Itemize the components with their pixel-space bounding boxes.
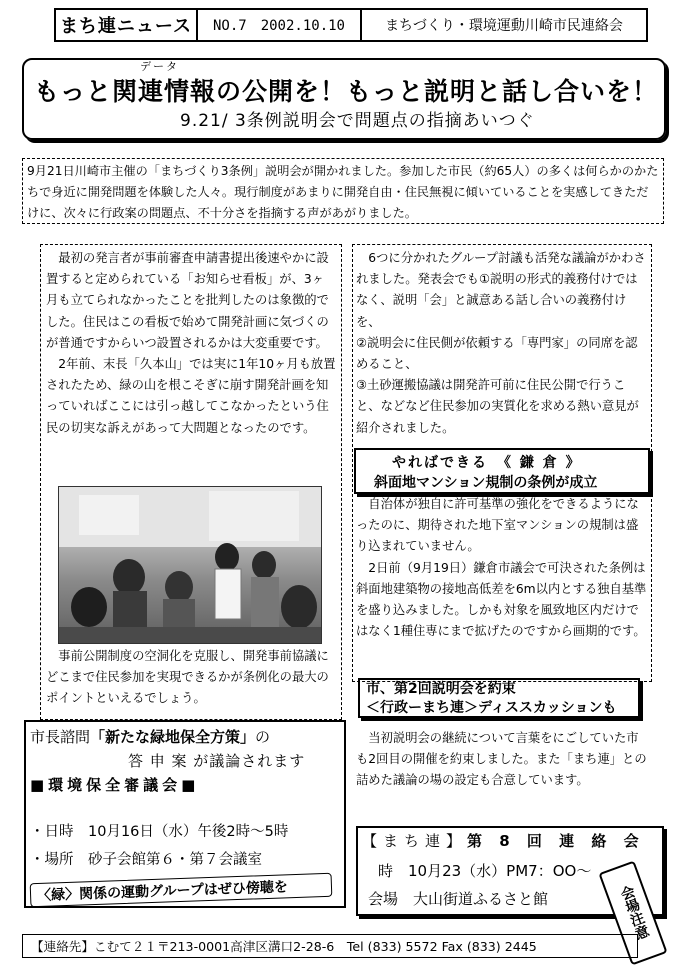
paragraph: 2日前（9月19日）鎌倉市議会で可決された条例は斜面地建築物の接地高低差を6m以内とする独自基準を盛り込みました。しかも対象を風致地区内だけではなく1種住専にまで拡げたのですから画期的です。 — [356, 560, 647, 639]
newsletter-name: まち連ニュース — [59, 16, 193, 37]
notice-suffix: の — [255, 728, 271, 746]
meeting-notice-prefix: 【まち連】 — [362, 832, 468, 850]
second-meeting-heading-box — [358, 678, 640, 718]
lead-paragraph: 9月21日川崎市主催の「まちづくり3条例」説明会が開かれました。参加した市民（約65人）の多くは何らかのかたちで身近に開発問題を体験した人々。現行制度があまりに開発自由・住民無視に傾いていることを実感してきただけに、次々に行政案の問題点、不十分さを指摘する声があがりました。 — [22, 158, 664, 224]
paragraph: 当初説明会の継続について言葉をにごしていた市も2回目の開催を約束しました。また「まち連」との詰めた議論の場の設定も合意しています。 — [356, 731, 647, 788]
second-meeting-text — [356, 728, 648, 792]
council-notice-line1 — [30, 726, 270, 747]
meeting-photo — [58, 486, 322, 644]
kamakura-text — [356, 494, 648, 642]
left-column-text — [46, 248, 336, 439]
paragraph: 最初の発言者が事前審査申請書提出後速やかに設置すると定められている「お知らせ看板」が、3ヶ月も立てられなかったことを批判したのは象徴的でした。住民はこの看板で始めて開発計画に気づくのが普通ですからいつ設置されるかは大変重要です。 — [46, 251, 329, 350]
meeting-venue: 会場 大山街道ふるさと館 — [368, 890, 549, 908]
meeting-notice-title — [362, 830, 645, 851]
meeting-photo-graphic — [59, 487, 321, 643]
paragraph: 事前公開制度の空洞化を克服し、開発事前協議にどこまで住民参加を実現できるかが条例化の最大のポイントといえるでしょう。 — [46, 649, 329, 706]
left-column-conclusion — [46, 646, 336, 710]
paragraph: 自治体が独自に許可基準の強化をできるようになったのに、期待された地下室マンションの規制は盛り込まれていません。 — [356, 497, 639, 554]
kamakura-heading-line1: やればできる 《 鎌 倉 》 — [392, 455, 582, 471]
paragraph: ③土砂運搬協議は開発許可前に住民公開で行うこと、などなど住民参加の実質化を求める熱い意見が紹介されました。 — [356, 378, 639, 435]
paragraph: 2年前、末長「久本山」では実に1年10ヶ月も放置されたため、緑の山を根こそぎに崩す開発計画を知っていればここには引っ越してこなかったという住民の切実な訴えがあって大問題となったのです。 — [46, 357, 336, 435]
kamakura-heading-box — [354, 448, 650, 494]
council-place: ・場所 砂子会館第６・第７会議室 — [30, 852, 262, 868]
meeting-notice-heading: 第 8 回 連 絡 会 — [467, 832, 645, 850]
subtitle: 9.21/ 3条例説明会で問題点の指摘あいつぐ — [180, 111, 535, 131]
venue-notice-stamp: 会場注意 — [598, 860, 667, 965]
contact-footer: 【連絡先】こむて２１〒213-0001高津区溝口2-28-6 Tel (833) 5572 Fax (833) 2445 — [22, 934, 638, 958]
second-meeting-heading-line2: ＜行政ーまち連＞ディススカッションも — [366, 700, 617, 716]
notice-prefix: 市長諮問 — [30, 728, 91, 746]
council-notice-line2: 答 申 案 が議論されます — [128, 752, 306, 770]
second-meeting-heading-line1: 市、第2回説明会を約束 — [366, 681, 516, 697]
headline-ruby: データ — [140, 60, 179, 73]
organization-name: まちづくり・環境運動川崎市民連絡会 — [385, 18, 623, 34]
kamakura-heading-line2: 斜面地マンション規制の条例が成立 — [374, 475, 598, 491]
right-column-text — [356, 248, 648, 439]
notice-topic: 「新たな緑地保全方策」 — [90, 728, 256, 746]
masthead — [54, 8, 648, 42]
paragraph: ②説明会に住民側が依頼する「専門家」の同席を認めること、 — [356, 335, 638, 372]
observer-appeal: 〈緑〉関係の運動グループはぜひ傍聴を — [30, 873, 333, 908]
issue-number-date: NO.7 2002.10.10 — [196, 10, 362, 40]
council-name: ■環境保全審議会■ — [30, 776, 200, 794]
page-title: もっと関連情報の公開を！もっと説明と話し合いを！ — [34, 77, 659, 106]
paragraph: 6つに分かれたグループ討議も活発な議論がかわされました。発表会でも①説明の形式的義務付けではなく、説明「会」と誠意ある話し合いの義務付けを、 — [356, 251, 646, 329]
meeting-time: 時 10月23（水）PM7：OO～ — [378, 862, 592, 880]
council-date: ・日時 10月16日（水）午後2時～5時 — [30, 824, 289, 840]
